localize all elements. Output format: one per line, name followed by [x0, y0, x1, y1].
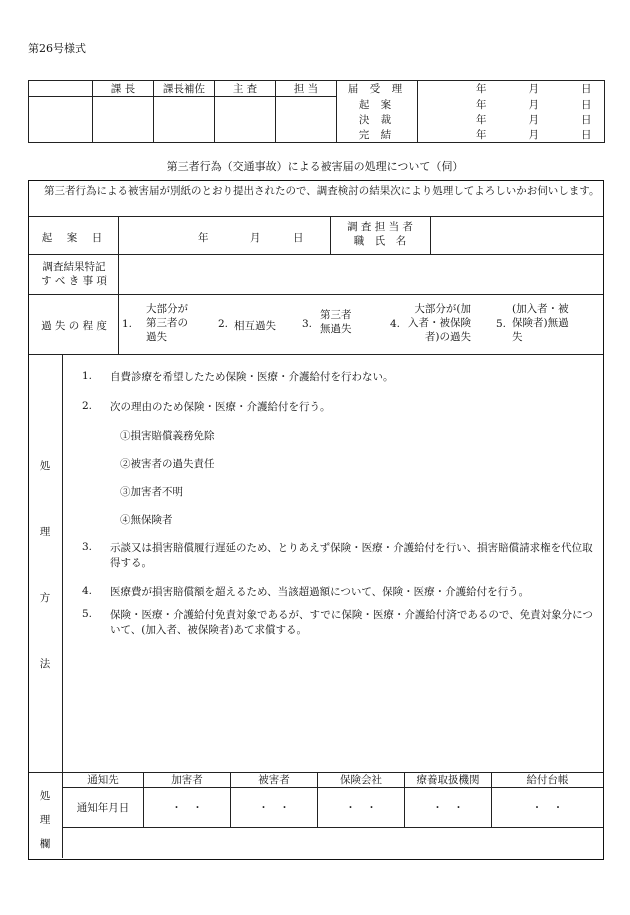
approval-date: 年 月 日 [418, 81, 605, 97]
fault-option[interactable]: 相互過失 [234, 320, 276, 332]
form-number: 第26号様式 [28, 42, 86, 55]
intro-text: 第三者行為による被害届が別紙のとおり提出されたので、調査検討の結果次により処理してよろしいかお伺いします。 [44, 185, 600, 197]
reason-item[interactable]: ③加害者不明 [120, 486, 183, 498]
notify-date[interactable]: ・ ・ [318, 788, 405, 828]
processing-label-char: 処 [39, 790, 51, 802]
fault-label: 過 失 の 程 度 [41, 320, 107, 332]
method-item[interactable]: 医療費が損害賠償額を超えるため、当該超過額について、保険・医療・介護給付を行う。 [110, 586, 530, 598]
fault-option-num: 4. [390, 318, 401, 330]
approval-row-label: 届 受 理 [337, 81, 418, 97]
processing-column: 保険会社 [318, 772, 405, 788]
approval-date: 年 月 日 [418, 97, 605, 112]
approval-date: 年 月 日 [418, 127, 605, 143]
method-label-line [62, 354, 63, 772]
fault-option[interactable]: (加入者・被 保険者)無過 失 [512, 303, 569, 343]
blank-cell [29, 81, 93, 97]
method-item-num: 4. [82, 585, 93, 597]
notify-date[interactable]: ・ ・ [231, 788, 318, 828]
fault-option-num: 2. [218, 318, 229, 330]
divider [29, 216, 603, 217]
method-label-char: 理 [39, 526, 51, 538]
method-item-num: 2. [82, 400, 93, 412]
method-label-char: 処 [39, 460, 51, 472]
investigator-label: 調 査 担 当 者 職 氏 名 [347, 221, 413, 247]
fault-option-num: 5. [496, 318, 507, 330]
reason-item[interactable]: ②被害者の過失責任 [120, 458, 215, 470]
notify-date[interactable]: ・ ・ [492, 788, 604, 828]
method-item-num: 5. [82, 608, 93, 620]
fault-option[interactable]: 第三者 無過失 [320, 309, 352, 335]
approval-row-label: 起 案 [337, 97, 418, 112]
approval-header: 課 長 [93, 81, 154, 97]
fault-option[interactable]: 大部分が(加 入者・被保険 者)の過失 [408, 303, 471, 343]
approval-table [28, 80, 605, 143]
reason-item[interactable]: ①損害賠償義務免除 [120, 430, 215, 442]
stamp-cell[interactable] [93, 97, 154, 143]
fault-option-num: 3. [302, 318, 313, 330]
method-item[interactable]: 自費診療を希望したため保険・医療・介護給付を行わない。 [110, 371, 394, 383]
approval-date: 年 月 日 [418, 112, 605, 127]
method-item[interactable]: 次の理由のため保険・医療・介護給付を行う。 [110, 401, 331, 413]
divider [29, 254, 603, 255]
approval-row-label: 決 裁 [337, 112, 418, 127]
processing-column: 療養取扱機関 [405, 772, 492, 788]
draft-date-month: 月 [250, 232, 261, 244]
page-title: 第三者行為（交通事故）による被害届の処理について（伺） [166, 160, 464, 173]
draft-date-year: 年 [198, 232, 209, 244]
label-column-line [118, 216, 119, 354]
approval-header: 担 当 [276, 81, 337, 97]
notify-date[interactable]: ・ ・ [144, 788, 231, 828]
notify-label: 通知先 [63, 772, 144, 788]
reason-item[interactable]: ④無保険者 [120, 514, 173, 526]
processing-column: 加害者 [144, 772, 231, 788]
processing-notes[interactable] [63, 828, 604, 858]
fault-option[interactable]: 大部分が 第三者の 過失 [146, 303, 188, 343]
date-label: 通知年月日 [63, 788, 144, 828]
processing-label-char: 理 [39, 814, 51, 826]
method-item[interactable]: 保険・医療・介護給付免責対象であるが、すでに保険・医療・介護給付済であるので、免責対象分について、(加入者、被保険者)あて求償する。 [110, 609, 593, 636]
processing-table [62, 772, 603, 858]
approval-header: 主 査 [215, 81, 276, 97]
divider [430, 216, 431, 254]
special-notes-label: 調査結果特記 す べ き 事 項 [41, 261, 107, 287]
method-item-num: 1. [82, 370, 93, 382]
notify-date[interactable]: ・ ・ [405, 788, 492, 828]
method-item-num: 3. [82, 541, 93, 553]
draft-date-label: 起 案 日 [41, 232, 105, 244]
processing-label-char: 欄 [39, 838, 51, 850]
fault-option-num: 1. [122, 318, 133, 330]
method-label-char: 方 [39, 592, 51, 604]
stamp-cell[interactable] [215, 97, 276, 143]
divider [29, 354, 603, 355]
processing-column: 被害者 [231, 772, 318, 788]
blank-cell [29, 97, 93, 143]
method-label-char: 法 [39, 658, 51, 670]
approval-header: 課長補佐 [154, 81, 215, 97]
approval-row-label: 完 結 [337, 127, 418, 143]
stamp-cell[interactable] [276, 97, 337, 143]
divider [29, 294, 603, 295]
draft-date-day: 日 [293, 232, 304, 244]
fault-options [122, 302, 602, 348]
processing-column: 給付台帳 [492, 772, 604, 788]
stamp-cell[interactable] [154, 97, 215, 143]
method-item[interactable]: 示談又は損害賠償履行遅延のため、とりあえず保険・医療・介護給付を行い、損害賠償請求権を代位取得する。 [110, 542, 593, 569]
